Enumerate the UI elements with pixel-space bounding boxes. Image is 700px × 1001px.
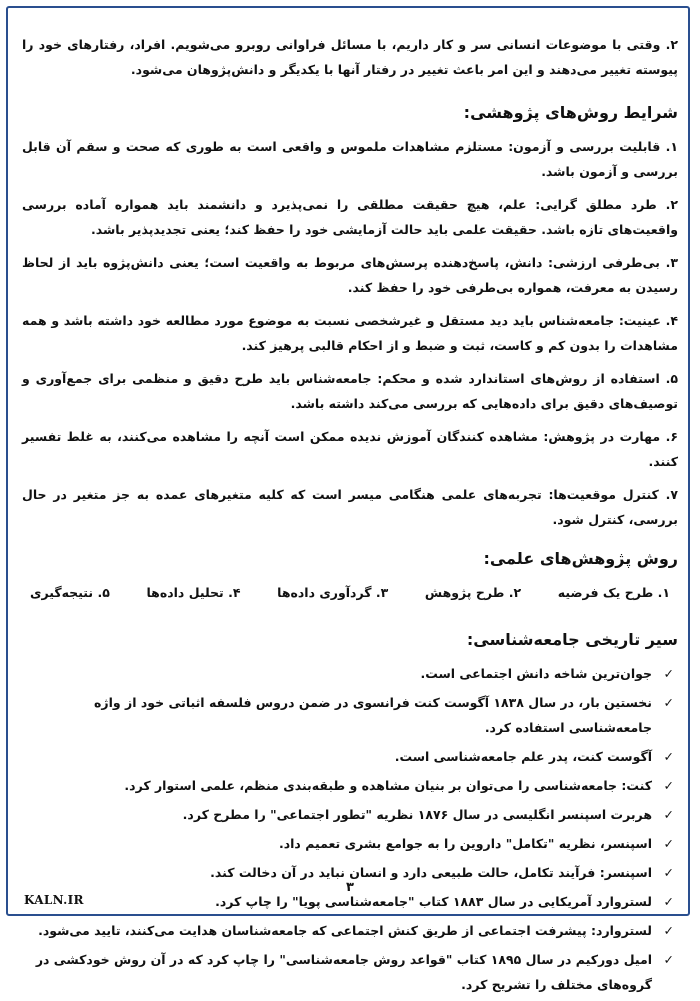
method-step: ۱. طرح یک فرضیه: [557, 585, 670, 600]
condition-label: ۴. عینیت:: [618, 313, 678, 328]
history-item: [22, 947, 678, 997]
condition-label: ۳. بی‌طرفی ارزشی:: [548, 255, 678, 270]
history-text: آگوست کنت، پدر علم جامعه‌شناسی است.: [394, 749, 652, 764]
history-item: [22, 918, 678, 943]
history-text: اسپنسر: فرآیند تکامل، حالت طبیعی دارد و انسان نباید در آن دخالت کند.: [210, 865, 652, 880]
history-text: نخستین بار، در سال ۱۸۳۸ آگوست کنت فرانسوی در ضمن دروس فلسفه اثباتی خود از واژه جامعه‌شناسی استفاده کرد.: [94, 695, 652, 735]
condition-item: [22, 308, 678, 358]
condition-text: مشاهده کنندگان آموزش ندیده ممکن است آنچه را مشاهده می‌کنند، به غلط تفسیر کنند.: [22, 429, 678, 469]
method-heading: روش پژوهش‌های علمی:: [483, 549, 678, 568]
condition-item: [22, 366, 678, 416]
condition-label: ۱. قابلیت بررسی و آزمون:: [508, 139, 679, 154]
history-text: جوان‌ترین شاخه دانش اجتماعی است.: [420, 666, 652, 681]
check-icon: ✓: [663, 865, 674, 880]
condition-label: ۶. مهارت در پژوهش:: [543, 429, 678, 444]
site-logo[interactable]: KALN.IR: [24, 893, 84, 907]
history-text: هربرت اسپنسر انگلیسی در سال ۱۸۷۶ نظریه "تطور اجتماعی" را مطرح کرد.: [182, 807, 652, 822]
check-icon: ✓: [663, 666, 674, 681]
condition-item: [22, 250, 678, 300]
condition-label: ۵. استفاده از روش‌های استاندارد شده و محکم:: [377, 371, 678, 386]
check-icon: ✓: [663, 807, 674, 822]
history-item: [22, 744, 678, 769]
history-text: اسپنسر، نظریه "تکامل" داروین را به جوامع بشری تعمیم داد.: [278, 836, 652, 851]
condition-text: دانش، پاسخ‌دهنده پرسش‌های مربوط به واقعیت است؛ یعنی دانش‌پژوه باید از لحاظ رسیدن به معرفت، همواره بی‌طرفی خود را حفظ کند.: [22, 255, 678, 295]
condition-item: [22, 192, 678, 242]
history-item: [22, 802, 678, 827]
condition-text: تجربه‌های علمی هنگامی میسر است که کلیه متغیرهای عمده به جز متغیر در حال بررسی، کنترل شود.: [22, 487, 678, 527]
method-step: ۳. گردآوری داده‌ها: [277, 585, 389, 600]
method-step: ۵. نتیجه‌گیری: [30, 585, 110, 600]
intro-paragraph: ۲. وقتی با موضوعات انسانی سر و کار داریم، با مسائل فراوانی روبرو می‌شویم. افراد، رفتارهای خود را پیوسته تغییر می‌دهند و این امر باعث تغییر در رفتار آنها با یکدیگر و دانش‌پژوهان می‌شود.: [22, 37, 678, 77]
check-icon: ✓: [663, 923, 674, 938]
history-text: لستروارد: پیشرفت اجتماعی از طریق کنش اجتماعی که جامعه‌شناسان هدایت می‌کنند، تایید می‌شود.: [38, 923, 652, 938]
condition-item: [22, 134, 678, 184]
condition-item: [22, 424, 678, 474]
condition-text: جامعه‌شناس باید دید مستقل و غیرشخصی نسبت به موضوع مورد مطالعه خود داشته باشد و همه مشاهدات را بدون کم و کاست، ثبت و ضبط و از احکام قالبی پرهیز کند.: [22, 313, 678, 353]
history-item: [22, 690, 678, 740]
history-item: [22, 661, 678, 686]
check-icon: ✓: [663, 952, 674, 967]
check-icon: ✓: [663, 749, 674, 764]
history-text: امیل دورکیم در سال ۱۸۹۵ کتاب "قواعد روش جامعه‌شناسی" را چاپ کرد که در آن روش خودکشی در گروه‌های مختلف را تشریح کرد.: [35, 952, 652, 992]
check-icon: ✓: [663, 836, 674, 851]
condition-text: مستلزم مشاهدات ملموس و واقعی است به طوری که صحت و سقم آن قابل بررسی و آزمون باشد.: [22, 139, 678, 179]
method-steps: [30, 580, 670, 605]
history-item: [22, 773, 678, 798]
history-list: [22, 661, 678, 997]
condition-label: ۷. کنترل موقعیت‌ها:: [548, 487, 678, 502]
condition-label: ۲. طرد مطلق گرایی:: [535, 197, 678, 212]
check-icon: ✓: [663, 778, 674, 793]
condition-text: علم، هیچ حقیقت مطلقی را نمی‌پذیرد و دانشمند باید همواره آماده بررسی واقعیت‌های تازه باشد. حقیقت علمی باید حالت آزمایشی خود را حفظ کند؛ یعنی تجدیدپذیر باشد.: [22, 197, 678, 237]
condition-item: [22, 482, 678, 532]
page-number: ۳: [346, 880, 354, 895]
check-icon: ✓: [663, 894, 674, 909]
conditions-list: [22, 134, 678, 532]
history-text: لستروارد آمریکایی در سال ۱۸۸۳ کتاب "جامعه‌شناسی پویا" را چاپ کرد.: [215, 894, 652, 909]
method-step: ۲. طرح پژوهش: [424, 585, 522, 600]
page-content: [22, 32, 678, 1001]
history-text: کنت: جامعه‌شناسی را می‌توان بر بنیان مشاهده و طبقه‌بندی منظم، علمی استوار کرد.: [124, 778, 652, 793]
history-item: [22, 831, 678, 856]
condition-text: جامعه‌شناس باید طرح دقیق و منظمی برای جمع‌آوری و توصیف‌های دقیق برای داده‌هایی که بررسی می‌کند داشته باشد.: [22, 371, 678, 411]
history-heading: سیر تاریخی جامعه‌شناسی:: [466, 630, 678, 649]
check-icon: ✓: [663, 695, 674, 710]
method-step: ۴. تحلیل داده‌ها: [146, 585, 241, 600]
conditions-heading: شرایط روش‌های پژوهشی:: [463, 103, 678, 122]
